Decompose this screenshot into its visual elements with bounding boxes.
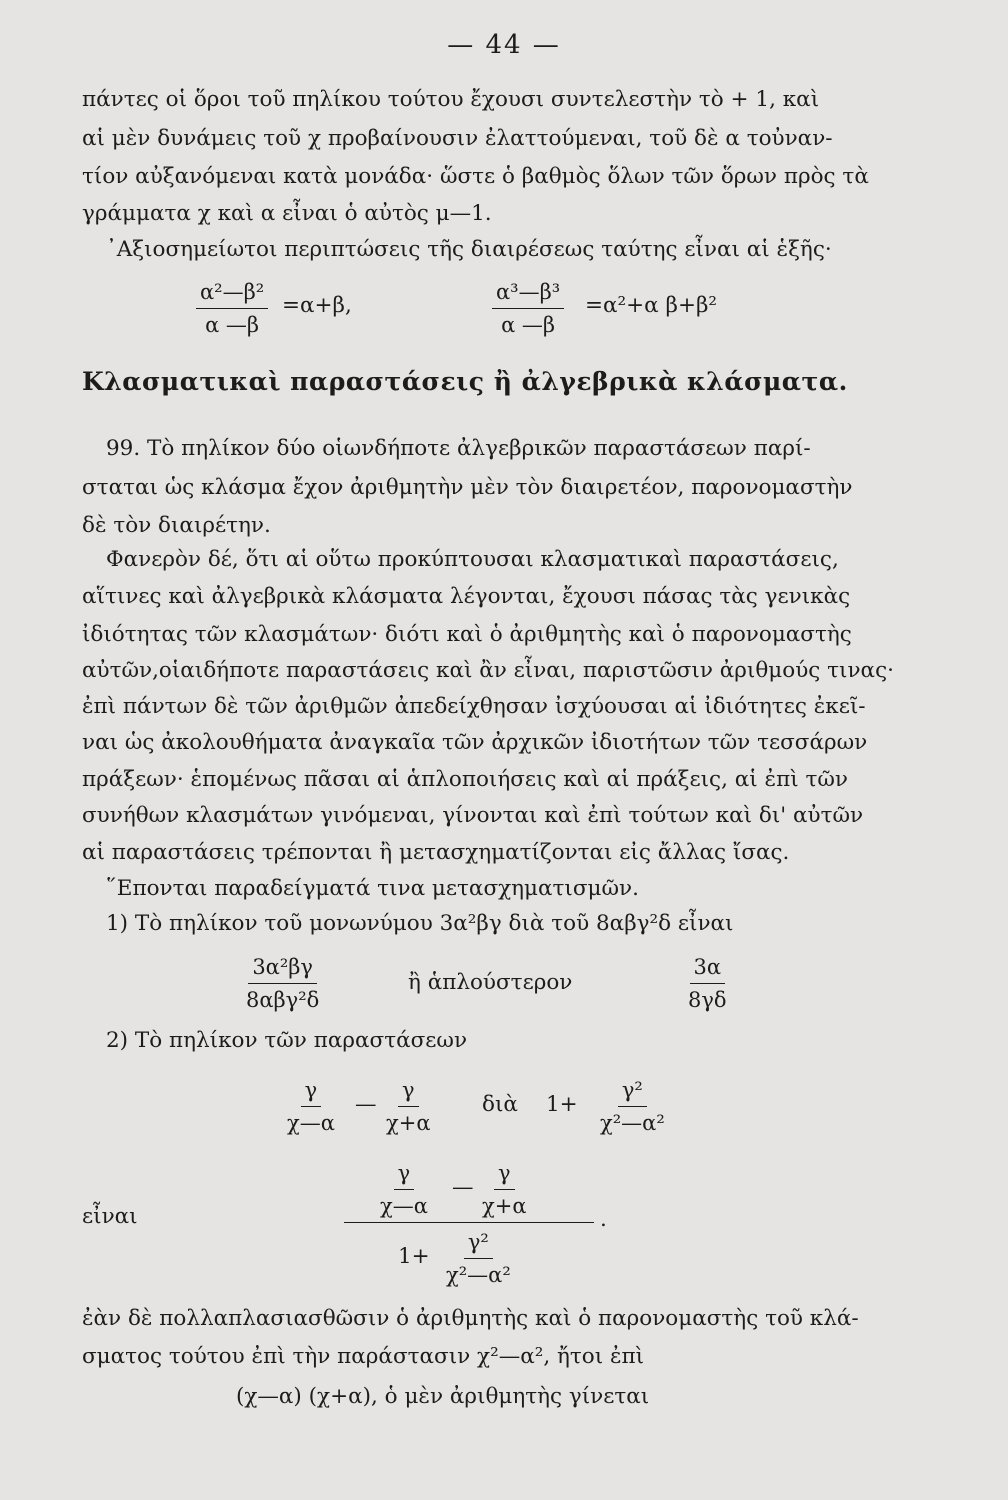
formula-2-result: =α²+α β+β² <box>585 293 718 318</box>
paragraph-line: ἰδιότητας τῶν κλασμάτων· διότι καὶ ὁ ἀριθμητὴς καὶ ὁ παρονομαστὴς <box>82 622 852 647</box>
paragraph-line: ἐπὶ πάντων δὲ τῶν ἀριθμῶν ἀπεδείχθησαν ἰσχύουσαι αἱ ἰδιότητες ἐκεῖ- <box>82 694 866 719</box>
text-line: γράμματα χ καὶ α εἶναι ὁ αὐτὸς μ—1. <box>82 201 492 226</box>
example-1-line: 1) Τὸ πηλίκον τοῦ μονωνύμου 3α²βγ διὰ τοῦ 8αβγ²δ εἶναι <box>106 911 734 936</box>
fraction-denominator: χ+α <box>386 1111 431 1135</box>
paragraph-line: δὲ τὸν διαιρέτην. <box>82 513 271 538</box>
text-line: αἱ μὲν δυνάμεις τοῦ χ προβαίνουσιν ἐλαττούμεναι, τοῦ δὲ α τοὐναν- <box>82 126 833 151</box>
minus-sign: — <box>355 1092 377 1117</box>
trailing-dot: . <box>600 1207 607 1232</box>
formula-2-denominator: α —β <box>501 313 556 337</box>
text-line: ᾿Αξιοσημείωτοι περιπτώσεις τῆς διαιρέσεως ταύτης εἶναι αἱ ἑξῆς· <box>106 237 832 262</box>
example-1-simplified-fraction <box>684 953 731 1014</box>
formula-2-fraction <box>492 278 564 339</box>
fraction-numerator: γ <box>494 1159 515 1190</box>
section-heading: Κλασματικαὶ παραστάσεις ἢ ἀλγεβρικὰ κλάσματα. <box>82 367 848 396</box>
paragraph-line: αἵτινες καὶ ἀλγεβρικὰ κλάσματα λέγονται, ἔχουσι πάσας τὰς γενικὰς <box>82 584 851 609</box>
formula-1-denominator: α —β <box>205 313 260 337</box>
paragraph-line: ῞Επονται παραδείγματά τινα μετασχηματισμῶν. <box>106 876 639 901</box>
paragraph-line: αἱ παραστάσεις τρέπονται ἢ μετασχηματίζονται εἰς ἄλλας ἴσας. <box>82 840 790 865</box>
example-2-dia: διὰ <box>482 1092 518 1117</box>
one-plus: 1+ <box>546 1092 578 1117</box>
fraction-denominator: χ—α <box>380 1194 428 1218</box>
example-1-fraction <box>242 953 323 1014</box>
example-1-simplified-denominator: 8γδ <box>688 988 727 1012</box>
fraction-numerator: γ <box>398 1076 419 1107</box>
page-number: — 44 — <box>447 30 561 60</box>
formula-1-numerator: α²—β² <box>196 278 268 309</box>
paragraph-line: σματος τούτου ἐπὶ τὴν παράστασιν χ²—α², ἤτοι ἐπὶ <box>82 1344 645 1369</box>
compound-bottom-fraction <box>442 1228 515 1289</box>
fraction-numerator: γ² <box>464 1228 493 1259</box>
one-plus: 1+ <box>398 1244 430 1269</box>
compound-top-fraction-b <box>478 1159 531 1220</box>
fraction-numerator: γ <box>301 1076 322 1107</box>
einai-label: εἶναι <box>82 1204 138 1229</box>
example-2-fraction-b <box>382 1076 435 1137</box>
paragraph-line: συνήθων κλασμάτων γινόμεναι, γίνονται καὶ ἐπὶ τούτων καὶ δι' αὐτῶν <box>82 803 864 828</box>
compound-top-fraction-a <box>376 1159 432 1220</box>
minus-sign: — <box>452 1175 474 1200</box>
fraction-denominator: χ²—α² <box>600 1111 665 1135</box>
paragraph-line: (χ—α) (χ+α), ὁ μὲν ἀριθμητὴς γίνεται <box>236 1384 650 1409</box>
fraction-denominator: χ²—α² <box>446 1263 511 1287</box>
text-line: τίον αὐξανόμεναι κατὰ μονάδα· ὥστε ὁ βαθμὸς ὅλων τῶν ὅρων πρὸς τὰ <box>82 164 869 189</box>
paragraph-line: Φανερὸν δέ, ὅτι αἱ οὕτω προκύπτουσαι κλασματικαὶ παραστάσεις, <box>106 547 839 572</box>
formula-1-fraction <box>196 278 268 339</box>
text-line: πάντες οἱ ὅροι τοῦ πηλίκου τούτου ἔχουσι συντελεστὴν τὸ + 1, καὶ <box>82 87 820 112</box>
fraction-denominator: χ+α <box>482 1194 527 1218</box>
example-1-denominator: 8αβγ²δ <box>246 988 320 1012</box>
example-1-connector: ἢ ἁπλούστερον <box>408 970 573 995</box>
paragraph-line: ναι ὡς ἀκολουθήματα ἀναγκαῖα τῶν ἀρχικῶν ἰδιοτήτων τῶν τεσσάρων <box>82 730 868 755</box>
example-2-fraction-a <box>283 1076 339 1137</box>
main-fraction-bar <box>344 1222 594 1223</box>
fraction-denominator: χ—α <box>287 1111 335 1135</box>
paragraph-line: αὐτῶν,οἱαιδήποτε παραστάσεις καὶ ἂν εἶναι, παριστῶσιν ἀριθμούς τινας· <box>82 658 894 683</box>
example-1-simplified-numerator: 3α <box>690 953 726 984</box>
fraction-numerator: γ² <box>618 1076 647 1107</box>
formula-1-result: =α+β, <box>282 293 352 318</box>
example-1-numerator: 3α²βγ <box>248 953 317 984</box>
formula-2-numerator: α³—β³ <box>492 278 564 309</box>
paragraph-line: σταται ὡς κλάσμα ἔχον ἀριθμητὴν μὲν τὸν διαιρετέον, παρονομαστὴν <box>82 475 853 500</box>
paragraph-line: 99. Τὸ πηλίκον δύο οἱωνδήποτε ἀλγεβρικῶν παραστάσεων παρί- <box>106 436 811 461</box>
fraction-numerator: γ <box>394 1159 415 1190</box>
paragraph-line: πράξεων· ἑπομένως πᾶσαι αἱ ἁπλοποιήσεις καὶ αἱ πράξεις, αἱ ἐπὶ τῶν <box>82 767 848 792</box>
example-2-line: 2) Τὸ πηλίκον τῶν παραστάσεων <box>106 1028 468 1053</box>
example-2-fraction-c <box>596 1076 669 1137</box>
paragraph-line: ἐὰν δὲ πολλαπλασιασθῶσιν ὁ ἀριθμητὴς καὶ ὁ παρονομαστὴς τοῦ κλά- <box>82 1306 859 1331</box>
